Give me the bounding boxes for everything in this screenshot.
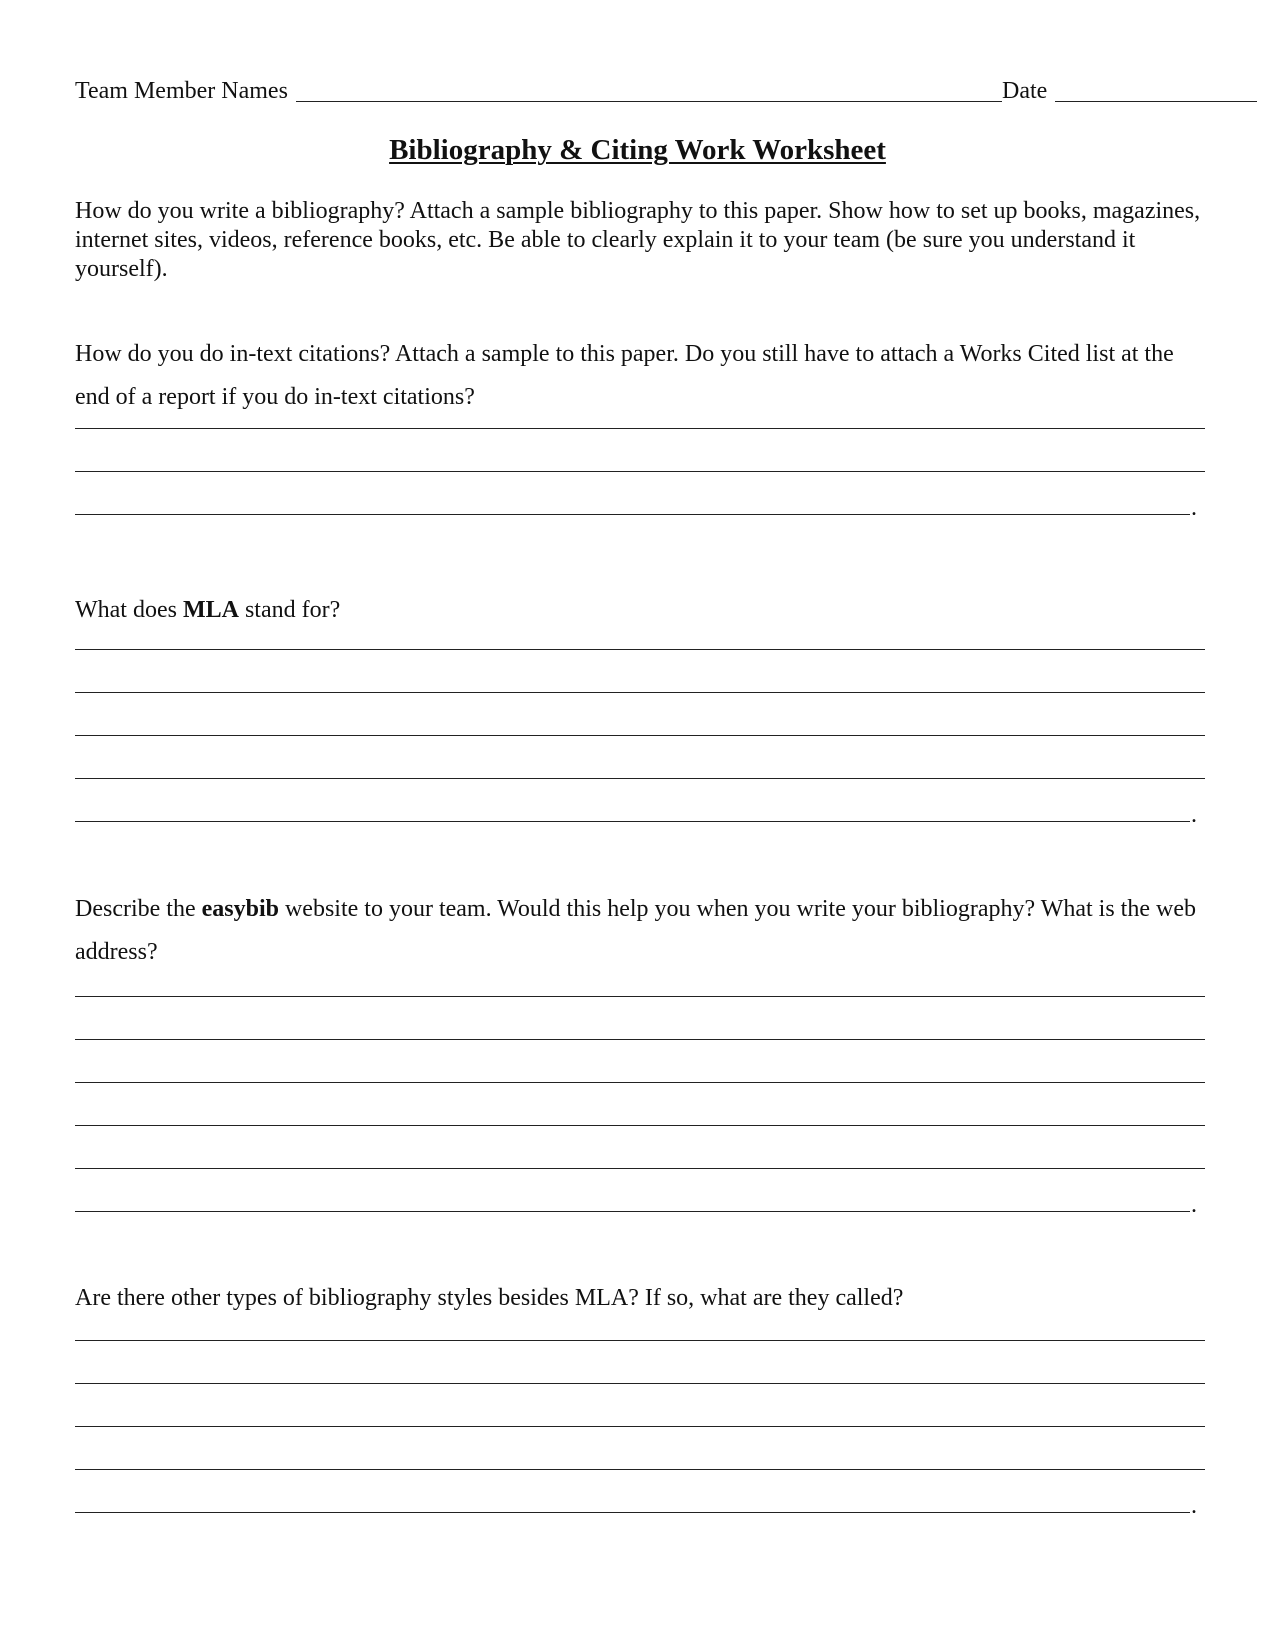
line-end-period: . bbox=[1191, 802, 1197, 828]
answer-line[interactable] bbox=[75, 1039, 1205, 1040]
answer-line[interactable] bbox=[75, 1469, 1205, 1470]
answer-line[interactable] bbox=[75, 514, 1190, 515]
worksheet-title: Bibliography & Citing Work Worksheet bbox=[389, 134, 886, 166]
question-3-text-after: stand for? bbox=[238, 597, 341, 623]
answer-line[interactable] bbox=[75, 1426, 1205, 1427]
answer-line[interactable] bbox=[75, 996, 1205, 997]
easybib-term: easybib bbox=[201, 896, 279, 922]
team-member-names-label: Team Member Names bbox=[75, 78, 288, 104]
line-end-period: . bbox=[1191, 1493, 1197, 1519]
answer-line[interactable] bbox=[75, 692, 1205, 693]
date-field[interactable] bbox=[1055, 101, 1257, 102]
answer-line[interactable] bbox=[75, 1125, 1205, 1126]
answer-line[interactable] bbox=[75, 1340, 1205, 1341]
question-1: How do you write a bibliography? Attach a sample bibliography to this paper. Show how to set up books, magazines, internet sites, videos, reference books, etc. Be able to clearly explain it to your team (be sure you understand it yourself). bbox=[75, 198, 1201, 282]
answer-line[interactable] bbox=[75, 428, 1205, 429]
line-end-period: . bbox=[1191, 1192, 1197, 1218]
line-end-period: . bbox=[1191, 495, 1197, 521]
question-4 bbox=[75, 888, 1205, 974]
answer-line[interactable] bbox=[75, 471, 1205, 472]
date-label: Date bbox=[1002, 78, 1048, 104]
question-3 bbox=[75, 589, 1205, 632]
answer-line[interactable] bbox=[75, 1383, 1205, 1384]
question-4-text-before: Describe the bbox=[75, 896, 202, 922]
answer-line[interactable] bbox=[75, 649, 1205, 650]
question-5: Are there other types of bibliography styles besides MLA? If so, what are they called? bbox=[75, 1285, 904, 1311]
answer-line[interactable] bbox=[75, 1082, 1205, 1083]
question-2: How do you do in-text citations? Attach a sample to this paper. Do you still have to attach a Works Cited list at the end of a report if you do in-text citations? bbox=[75, 341, 1174, 410]
answer-line[interactable] bbox=[75, 821, 1190, 822]
answer-line[interactable] bbox=[75, 735, 1205, 736]
answer-line[interactable] bbox=[75, 1512, 1190, 1513]
answer-line[interactable] bbox=[75, 778, 1205, 779]
team-member-names-field[interactable] bbox=[296, 101, 1002, 102]
answer-line[interactable] bbox=[75, 1211, 1190, 1212]
header-row bbox=[75, 74, 1200, 108]
answer-line[interactable] bbox=[75, 1168, 1205, 1169]
question-3-text-before: What does bbox=[75, 597, 183, 623]
mla-term: MLA bbox=[182, 597, 239, 623]
question-4-text-after: website to your team. Would this help you when you write your bibliography? What is the web address? bbox=[75, 896, 1196, 965]
